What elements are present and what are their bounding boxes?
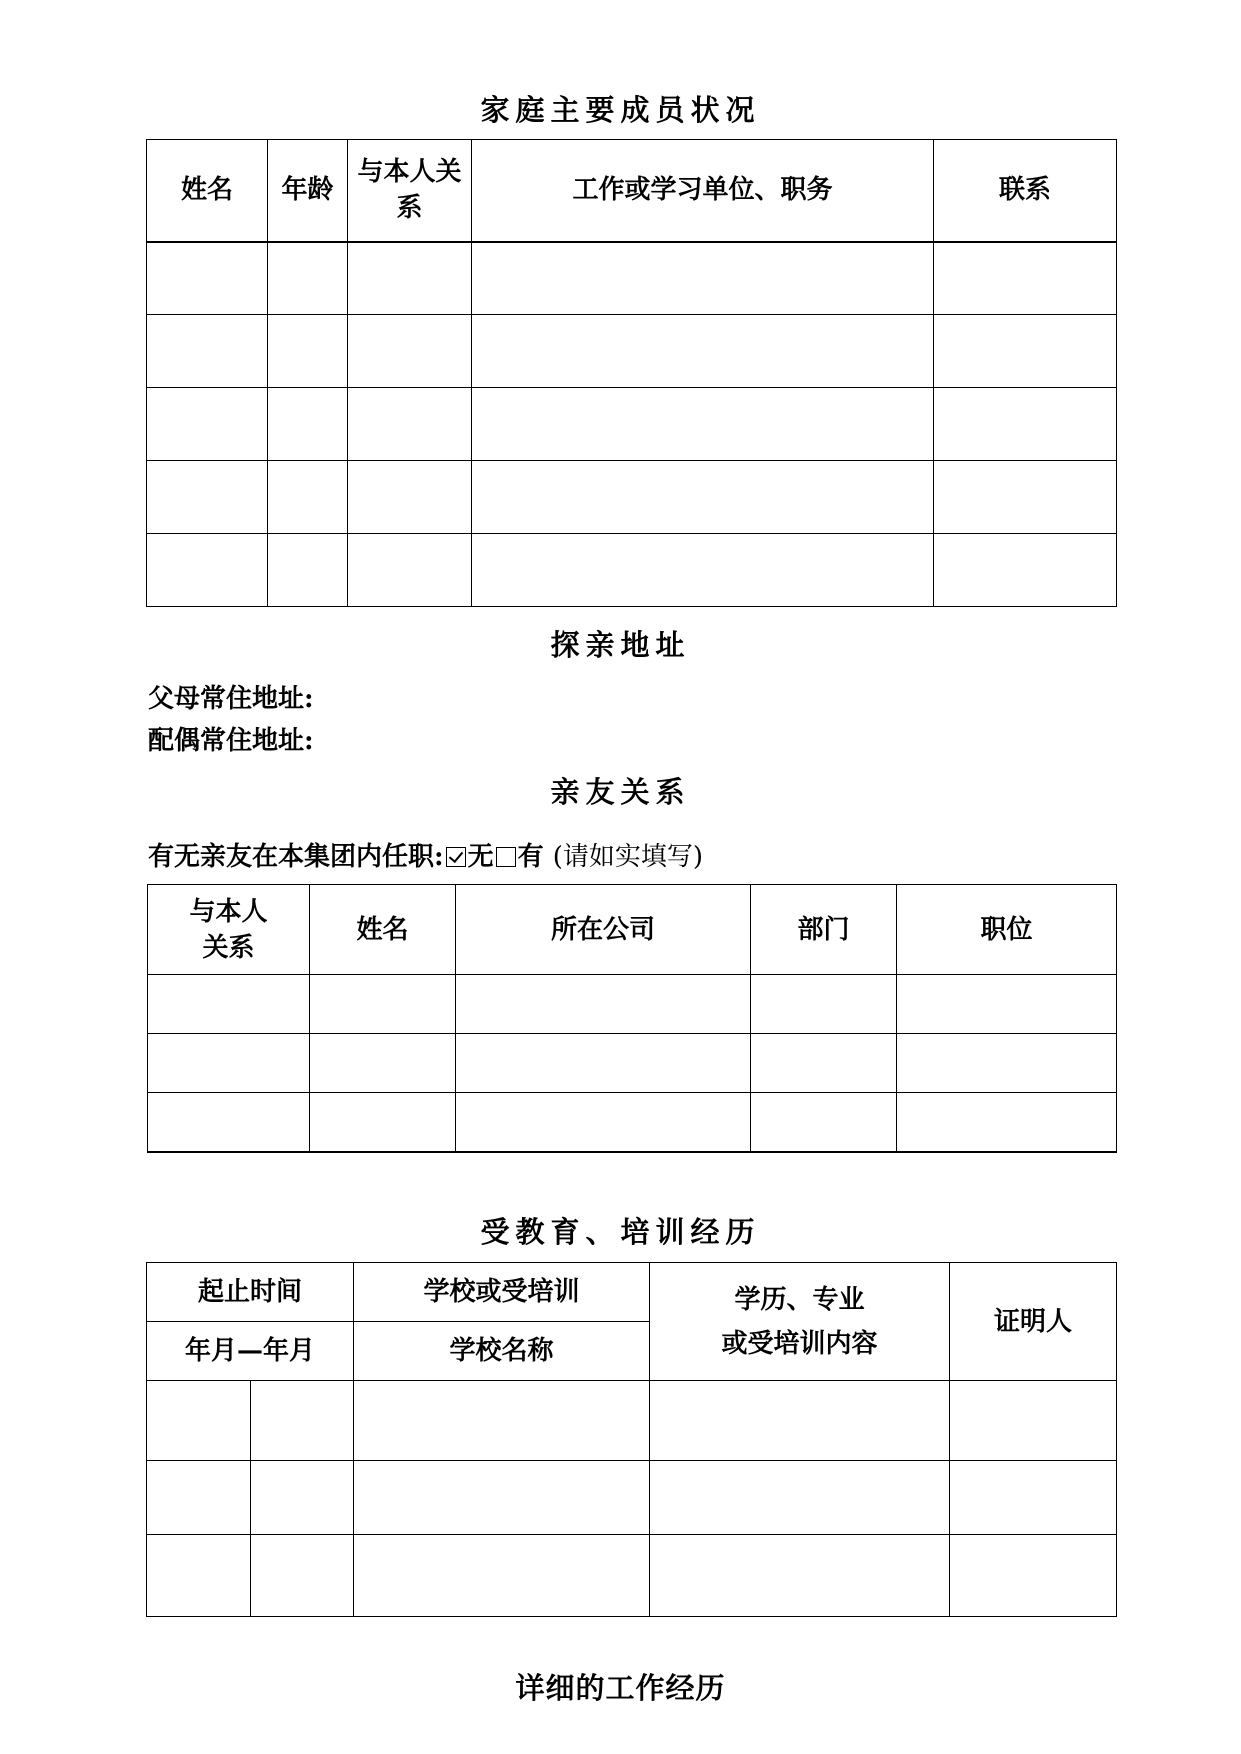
family-section-title: 家庭主要成员状况 xyxy=(480,93,761,127)
relatives-cell[interactable] xyxy=(148,1034,310,1093)
table-row xyxy=(147,388,1117,461)
family-cell[interactable] xyxy=(147,461,268,534)
family-cell[interactable] xyxy=(147,534,268,607)
relatives-cell[interactable] xyxy=(897,975,1117,1034)
table-row xyxy=(148,1093,1117,1152)
family-cell[interactable] xyxy=(348,534,472,607)
family-cell[interactable] xyxy=(472,315,934,388)
edu-cell[interactable] xyxy=(147,1535,251,1617)
family-cell[interactable] xyxy=(147,388,268,461)
edu-header-witness: 证明人 xyxy=(950,1263,1117,1381)
family-cell[interactable] xyxy=(472,388,934,461)
edu-cell[interactable] xyxy=(950,1461,1117,1535)
parents-address-label: 父母常住地址: xyxy=(148,684,314,714)
edu-cell[interactable] xyxy=(251,1381,354,1461)
relatives-cell[interactable] xyxy=(148,1093,310,1152)
family-cell[interactable] xyxy=(934,315,1117,388)
relatives-cell[interactable] xyxy=(751,975,897,1034)
edu-header-degree xyxy=(650,1263,950,1381)
relatives-cell[interactable] xyxy=(897,1093,1117,1152)
family-cell[interactable] xyxy=(934,388,1117,461)
relatives-cell[interactable] xyxy=(310,1093,456,1152)
family-cell[interactable] xyxy=(268,315,348,388)
edu-header-time-sub: 年月—年月 xyxy=(147,1322,354,1381)
family-cell[interactable] xyxy=(472,242,934,315)
edu-cell[interactable] xyxy=(650,1381,950,1461)
education-table xyxy=(146,1262,1117,1617)
relatives-question: 有无亲友在本集团内任职: xyxy=(148,842,444,872)
family-cell[interactable] xyxy=(348,461,472,534)
family-cell[interactable] xyxy=(934,461,1117,534)
edu-cell[interactable] xyxy=(650,1461,950,1535)
family-cell[interactable] xyxy=(268,461,348,534)
edu-cell[interactable] xyxy=(354,1381,650,1461)
edu-cell[interactable] xyxy=(650,1535,950,1617)
edu-header-school: 学校或受培训 xyxy=(354,1263,650,1322)
family-cell[interactable] xyxy=(268,388,348,461)
family-table xyxy=(146,139,1117,607)
checkbox-yes[interactable] xyxy=(496,847,516,867)
relatives-cell[interactable] xyxy=(456,975,751,1034)
relatives-cell[interactable] xyxy=(751,1093,897,1152)
work-section-title: 详细的工作经历 xyxy=(515,1671,726,1705)
edu-header-time: 起止时间 xyxy=(147,1263,354,1322)
edu-cell[interactable] xyxy=(950,1381,1117,1461)
relatives-cell[interactable] xyxy=(148,975,310,1034)
spouse-address-label: 配偶常住地址: xyxy=(148,726,314,756)
option-yes-label: 有 xyxy=(517,842,544,872)
relatives-header-company: 所在公司 xyxy=(456,885,751,975)
family-header-age: 年龄 xyxy=(268,140,348,242)
relatives-cell[interactable] xyxy=(751,1034,897,1093)
family-cell[interactable] xyxy=(472,534,934,607)
family-cell[interactable] xyxy=(268,242,348,315)
table-row xyxy=(148,975,1117,1034)
family-cell[interactable] xyxy=(147,242,268,315)
family-cell[interactable] xyxy=(934,534,1117,607)
relatives-cell[interactable] xyxy=(456,1034,751,1093)
family-cell[interactable] xyxy=(268,534,348,607)
family-cell[interactable] xyxy=(472,461,934,534)
edu-cell[interactable] xyxy=(147,1381,251,1461)
relatives-question-line xyxy=(148,836,703,873)
relatives-header-department: 部门 xyxy=(751,885,897,975)
relatives-header-position: 职位 xyxy=(897,885,1117,975)
visit-section-title: 探亲地址 xyxy=(550,628,691,662)
checkbox-none[interactable] xyxy=(446,847,466,867)
relatives-table xyxy=(147,884,1117,1153)
family-cell[interactable] xyxy=(147,315,268,388)
family-header-contact: 联系 xyxy=(934,140,1117,242)
table-row xyxy=(147,1535,1117,1617)
relatives-note: (请如实填写) xyxy=(552,842,703,872)
table-row xyxy=(147,534,1117,607)
education-section-title: 受教育、培训经历 xyxy=(480,1215,761,1249)
table-row xyxy=(147,1461,1117,1535)
edu-header-degree-line2: 或受培训内容 xyxy=(721,1328,878,1359)
edu-cell[interactable] xyxy=(251,1535,354,1617)
edu-cell[interactable] xyxy=(354,1461,650,1535)
edu-cell[interactable] xyxy=(950,1535,1117,1617)
relatives-cell[interactable] xyxy=(456,1093,751,1152)
edu-cell[interactable] xyxy=(354,1535,650,1617)
relatives-header-name: 姓名 xyxy=(310,885,456,975)
family-header-relation: 与本人关系 xyxy=(348,140,472,242)
family-cell[interactable] xyxy=(348,315,472,388)
edu-header-school-sub: 学校名称 xyxy=(354,1322,650,1381)
relatives-cell[interactable] xyxy=(897,1034,1117,1093)
family-header-name: 姓名 xyxy=(147,140,268,242)
family-cell[interactable] xyxy=(348,242,472,315)
table-row xyxy=(147,315,1117,388)
table-row xyxy=(147,461,1117,534)
edu-header-degree-line1: 学历、专业 xyxy=(734,1284,865,1315)
relatives-header-relation: 与本人关系 xyxy=(148,885,310,975)
table-row xyxy=(147,242,1117,315)
table-row xyxy=(148,1034,1117,1093)
edu-cell[interactable] xyxy=(251,1461,354,1535)
family-cell[interactable] xyxy=(348,388,472,461)
relatives-cell[interactable] xyxy=(310,1034,456,1093)
edu-cell[interactable] xyxy=(147,1461,251,1535)
option-none-label: 无 xyxy=(467,842,494,872)
family-cell[interactable] xyxy=(934,242,1117,315)
family-header-employer: 工作或学习单位、职务 xyxy=(472,140,934,242)
relatives-cell[interactable] xyxy=(310,975,456,1034)
relatives-section-title: 亲友关系 xyxy=(550,775,691,809)
table-row xyxy=(147,1381,1117,1461)
